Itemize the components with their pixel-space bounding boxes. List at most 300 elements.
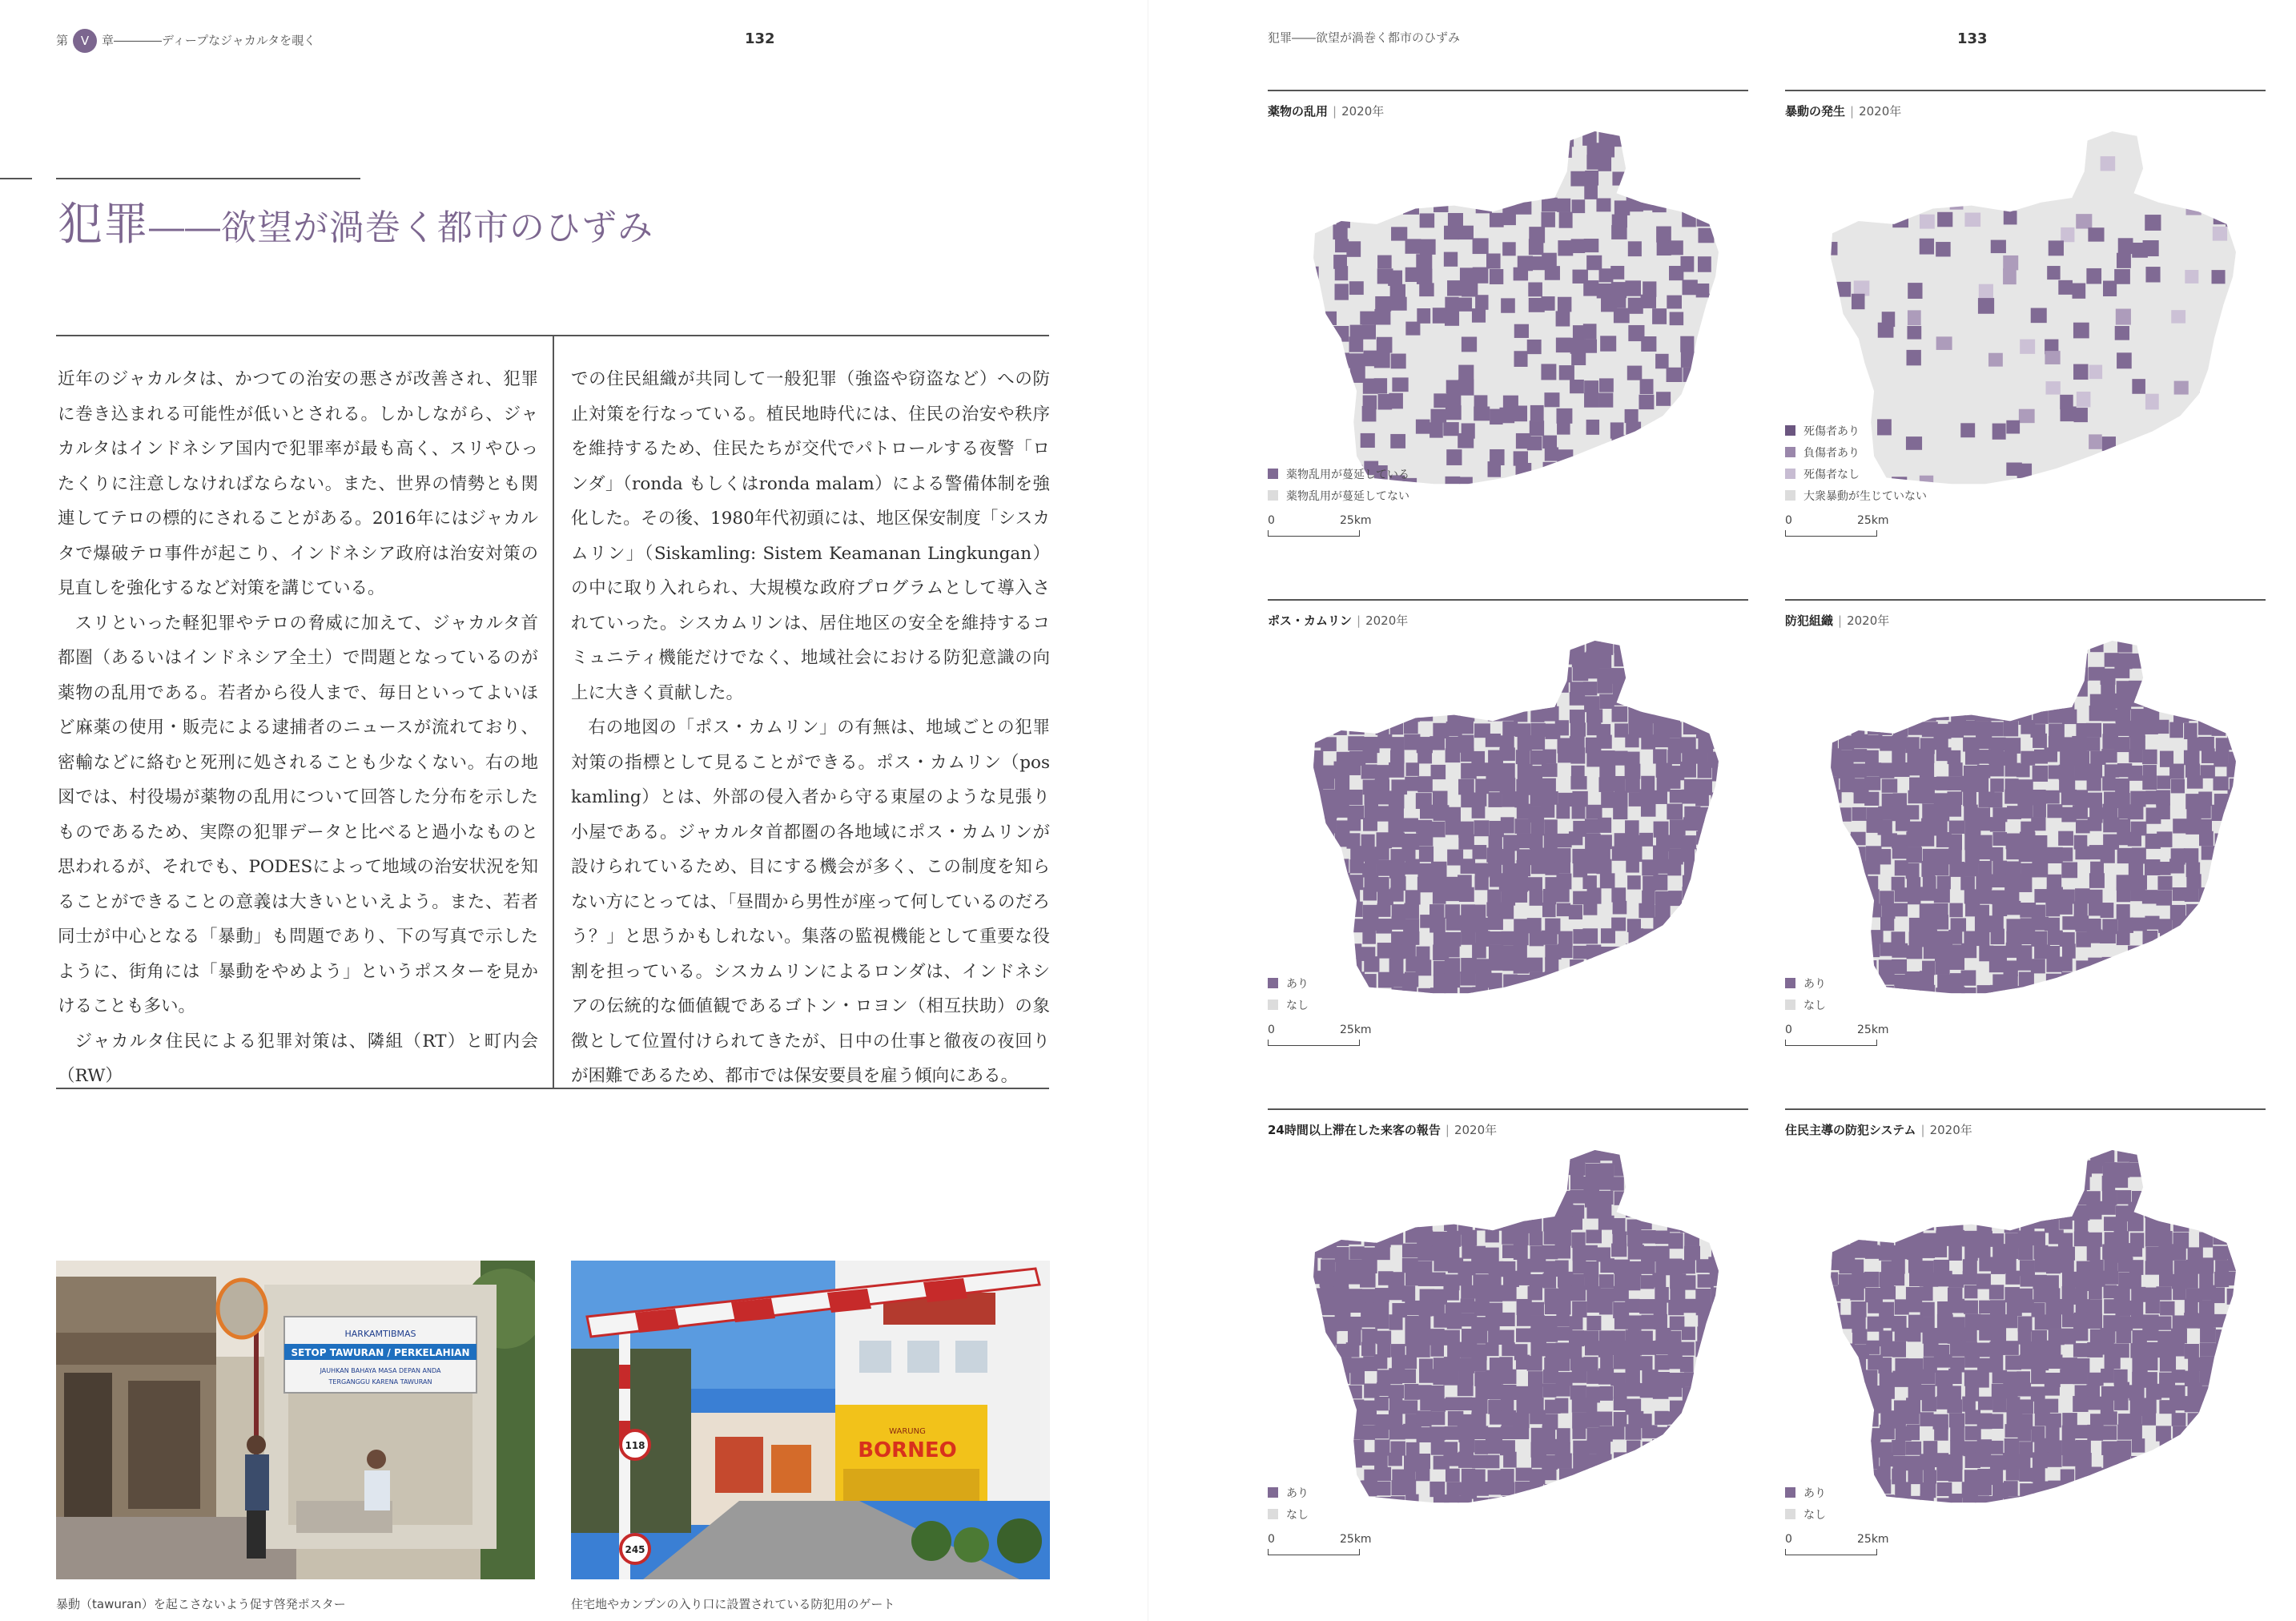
map-district [1476,1201,1490,1217]
map-district [1527,652,1542,668]
map-district [2214,903,2229,916]
map-district [1334,199,1349,213]
map-district [1960,876,1975,890]
map-district [2214,1454,2227,1470]
map-district [1292,637,1306,653]
map-district [1388,271,1402,286]
map-district [2230,835,2244,849]
map-district [1295,1286,1310,1302]
legend-label: あり [1286,1486,1309,1500]
map-district [2101,1148,2115,1163]
map-district [1988,1496,2003,1511]
map-district [1402,847,1416,862]
map-district [1405,322,1420,336]
map-district [1597,678,1612,694]
map-district [2060,1299,2074,1314]
map-district [2169,1397,2185,1410]
map-district [1516,750,1530,764]
map-district [2075,847,2089,860]
map-district [2114,972,2129,987]
map-district [1826,1482,1841,1498]
map-district [1809,667,1824,681]
map-district [1812,694,1828,710]
map-district [2059,1507,2075,1517]
map-district [1682,437,1696,451]
map-district [2187,694,2202,710]
map-district [2199,1442,2214,1455]
map-district [1626,943,1641,959]
map-district [2045,1494,2061,1508]
scale-zero-label: 0 [1268,1024,1275,1036]
map-district [1559,1480,1575,1494]
map-district [1556,311,1570,326]
map-district [2117,1000,2132,1008]
map-district [2131,918,2147,931]
map-district [1559,365,1574,380]
map-district [2132,379,2145,394]
map-district [1626,859,1639,873]
map-district [1348,943,1361,959]
map-district [1375,1439,1390,1455]
map-district [1826,790,1842,803]
map-district [1597,1191,1613,1205]
map-district [1680,336,1694,352]
map-district [1840,1510,1856,1517]
map-district [2186,679,2202,692]
map-district [1920,903,1936,919]
map-district [1475,692,1490,706]
map-district [1307,1442,1322,1458]
map-district [1336,1481,1349,1497]
map-district [2045,1191,2060,1205]
map-district [2169,1160,2184,1174]
map-district [1964,1176,1980,1190]
map-district [2201,1510,2216,1517]
map-district [2032,863,2048,878]
map-district [1736,668,1740,682]
map-district [1809,1386,1823,1400]
map-district [2077,392,2091,407]
map-district [2144,957,2159,973]
map-district [2031,959,2045,973]
running-header-left [56,29,316,53]
map-district [1430,987,1446,1003]
map-district [1988,792,2002,807]
map-district [2062,1313,2076,1327]
map-district [1584,239,1599,252]
map-district [1627,875,1641,889]
map-district [1723,1410,1737,1425]
map-district [1444,226,1459,239]
map-district [2188,171,2202,186]
map-district [2254,902,2258,918]
map-district [1458,226,1474,239]
map-district [2188,1413,2202,1429]
map-district [2243,392,2258,408]
map-district [1488,695,1503,711]
map-district [1295,929,1309,943]
map-district [2241,724,2256,738]
map-district [2184,848,2198,863]
map-district [1836,1176,1852,1189]
map-district [1851,904,1866,919]
map-panel-rule [1785,1108,2266,1110]
map-district [2184,1511,2197,1517]
map-district [1334,1217,1350,1233]
map-district [1459,887,1474,902]
map-district [1920,1370,1936,1385]
map-district [1683,368,1699,382]
map-district [1295,707,1310,722]
map-district [2089,434,2102,448]
map-district [1459,721,1474,734]
map-district [1822,832,1836,847]
map-district [2004,1497,2019,1510]
map-district [1652,198,1666,213]
map-district [1838,943,1852,957]
map-district [2214,1001,2226,1008]
map-district [1809,380,1824,393]
map-district [2061,862,2077,878]
map-district [2129,654,2144,669]
map-district [1597,1440,1610,1456]
map-district [1322,171,1336,185]
map-district [1486,1160,1498,1176]
map-district [1586,255,1602,270]
map-district [2214,1386,2230,1402]
map-district [2214,1272,2229,1287]
map-district [1668,1343,1682,1357]
map-district [1319,1202,1332,1216]
map-district [1880,1494,1895,1509]
map-district [1723,1456,1737,1471]
map-district [2116,1469,2129,1485]
map-district [1362,1329,1377,1343]
map-district [1293,847,1307,862]
map-district [1894,665,1909,681]
map-district [2184,1313,2198,1329]
map-district [2033,666,2049,682]
map-district [1992,651,2007,665]
map-district [1363,818,1377,831]
map-district [1696,973,1712,989]
map-district [2117,887,2130,902]
map-district [1948,1494,1962,1507]
map-district [1305,211,1319,227]
map-district [2033,1498,2048,1514]
map-district [1502,681,1517,695]
map-district [1487,1482,1502,1495]
map-district [1447,652,1462,666]
map-district [1722,1273,1738,1287]
map-district [1933,1243,1947,1257]
map-district [1948,1369,1962,1384]
map-district [2213,987,2227,1003]
map-district [2200,1357,2215,1373]
map-district [1712,1384,1727,1398]
map-district [1598,1412,1612,1426]
map-district [1667,709,1680,723]
map-district [1305,1202,1318,1216]
map-district [1711,792,1726,807]
map-district [1948,1147,1964,1163]
map-district [2018,1244,2033,1260]
map-district [1668,919,1682,932]
map-district [1639,679,1652,694]
map-district [1292,917,1308,931]
map-district [1810,947,1825,959]
map-district [1809,1203,1824,1217]
map-district [2214,887,2227,903]
map-district [2101,679,2115,694]
map-district [1486,1316,1500,1331]
map-district [1586,1147,1601,1163]
map-district [2073,1190,2087,1205]
map-district [2021,1273,2035,1287]
map-district [1488,461,1502,477]
map-district [1962,1231,1978,1247]
map-district [1529,478,1542,493]
map-district [1865,682,1879,697]
map-district [2030,653,2045,669]
map-district [1419,1369,1434,1382]
map-district [1936,1164,1951,1180]
map-district [1293,1258,1307,1272]
map-district [1362,324,1376,340]
map-district [1736,888,1740,903]
map-district [1708,1257,1724,1273]
map-district [1627,1441,1640,1455]
map-district [2172,1370,2185,1382]
map-district [2185,270,2198,284]
map-district [1572,1496,1586,1511]
map-district [2242,738,2257,754]
map-district [1988,353,2003,367]
map-district [1446,1469,1460,1482]
map-district [1851,1301,1866,1317]
map-district [1667,1259,1683,1275]
map-district [1699,351,1712,365]
map-district [1923,777,1938,790]
map-district [2188,1148,2203,1162]
map-district [1839,1454,1852,1470]
map-district [1809,1424,1823,1438]
map-district [1811,803,1825,819]
map-district [1304,803,1320,819]
map-district [2114,1382,2129,1398]
map-district [1487,1205,1501,1220]
map-district [1405,777,1418,791]
map-district [1529,766,1542,781]
map-district [1723,1357,1737,1370]
map-district [1908,1218,1923,1234]
map-district [2143,681,2157,696]
map-district [1723,737,1739,751]
map-district [1822,1229,1836,1243]
chapter-title: 章――――ディープなジャカルタを覗く [102,33,316,48]
map-district [1948,1274,1964,1288]
map-district [1405,650,1419,666]
map-district [2006,1467,2020,1481]
map-district [2240,1261,2254,1276]
map-district [1908,762,1921,775]
map-district [1990,678,2004,694]
map-district [1585,1466,1598,1482]
map-district [1376,155,1392,169]
map-district [1655,1355,1669,1370]
map-district [1668,463,1683,477]
map-district [2241,1205,2254,1221]
map-district [2254,706,2258,719]
map-district [2214,682,2228,698]
map-district [1558,987,1574,1003]
map-district [1401,664,1417,679]
map-district [1626,462,1641,477]
map-district [2062,664,2077,680]
map-district [2143,1454,2157,1470]
map-district [1458,298,1472,312]
map-district [1851,1148,1866,1164]
map-district [2088,227,2104,241]
map-district [1992,861,2007,877]
map-district [1738,144,1740,159]
map-district [2255,1494,2258,1510]
map-district [1322,1341,1336,1355]
map-district [2201,945,2215,961]
map-district [2061,972,2077,987]
map-district [1709,1191,1723,1205]
map-district [1460,971,1475,985]
map-district [1361,1313,1377,1327]
map-district [2032,905,2045,919]
map-district [2131,972,2147,987]
legend-item [1785,994,1826,1016]
map-district [1389,692,1403,707]
map-district [1333,1205,1349,1220]
title-separator: | [1850,104,1855,119]
map-district [1879,696,1894,710]
map-district [1499,1313,1514,1326]
map-district [2075,915,2089,931]
map-district [2021,678,2037,691]
map-district [1836,1470,1852,1483]
map-district [1486,254,1501,269]
map-district [1293,1357,1307,1370]
map-district [1530,891,1543,906]
map-district [1472,1164,1486,1178]
map-year: 2020年 [1341,104,1385,119]
map-district [2215,1164,2230,1180]
map-district [1892,1469,1906,1485]
map-district [1530,1341,1546,1357]
map-district [1419,692,1435,706]
map-legend [1785,972,1826,1016]
map-district [1654,651,1668,666]
map-district [2230,1396,2243,1412]
map-district [2115,1301,2130,1317]
map-district [1333,971,1348,985]
map-district [1348,736,1364,750]
map-district [1739,492,1740,498]
map-district [1695,199,1711,213]
map-district [1501,298,1515,312]
map-district [2256,1466,2258,1482]
map-district [2087,776,2101,791]
map-district [1514,637,1530,652]
map-district [1517,682,1533,696]
map-district [2143,240,2159,256]
map-district [1346,762,1361,775]
map-district [2184,974,2198,988]
map-district [1641,1258,1655,1273]
map-district [1695,666,1709,680]
gate-plate-1: 118 [625,1440,645,1451]
map-district [1346,241,1361,257]
map-district [1530,931,1544,947]
map-district [2086,1313,2102,1329]
map-district [1950,638,1965,651]
map-district [1528,1484,1543,1499]
map-district [1376,680,1390,695]
map-panel-rule [1785,90,2266,91]
map-district [1335,1247,1349,1262]
map-district [1865,1245,1880,1258]
map-district [2105,764,2119,777]
map-district [1500,778,1516,794]
map-district [2255,1438,2258,1451]
map-district [1655,169,1670,183]
map-district [2230,653,2245,666]
map-district [1683,1467,1698,1482]
map-district [1556,874,1571,890]
map-district [1403,1146,1418,1161]
map-district [1333,639,1349,654]
map-district [1948,1299,1964,1313]
map-district [1668,930,1683,946]
map-district [1909,1273,1924,1287]
map-district [1389,393,1403,409]
photo-gate [571,1261,1050,1579]
map-district [1502,931,1516,946]
map-district [1625,764,1641,779]
map-district [2004,1481,2018,1496]
map-district [1320,1469,1335,1483]
map-district [1349,172,1364,188]
map-district [1893,793,1907,807]
map-district [1587,143,1601,156]
map-district [1391,297,1407,311]
map-district [1403,919,1419,932]
map-district [1472,987,1488,1003]
map-district [1444,1002,1459,1008]
map-district [1882,708,1895,724]
map-district [1624,493,1638,498]
map-district [1723,722,1737,738]
map-district [1292,1456,1306,1472]
map-district [1293,790,1309,804]
map-district [1642,891,1655,904]
map-district [1853,919,1868,933]
map-district [2021,751,2035,766]
map-district [2198,721,2212,735]
map-district [2226,804,2239,820]
map-district [1667,1466,1682,1482]
map-district [1684,1191,1699,1206]
map-district [1321,129,1336,143]
map-district [1542,931,1558,945]
map-district [1737,818,1740,832]
map-district [1446,405,1462,420]
